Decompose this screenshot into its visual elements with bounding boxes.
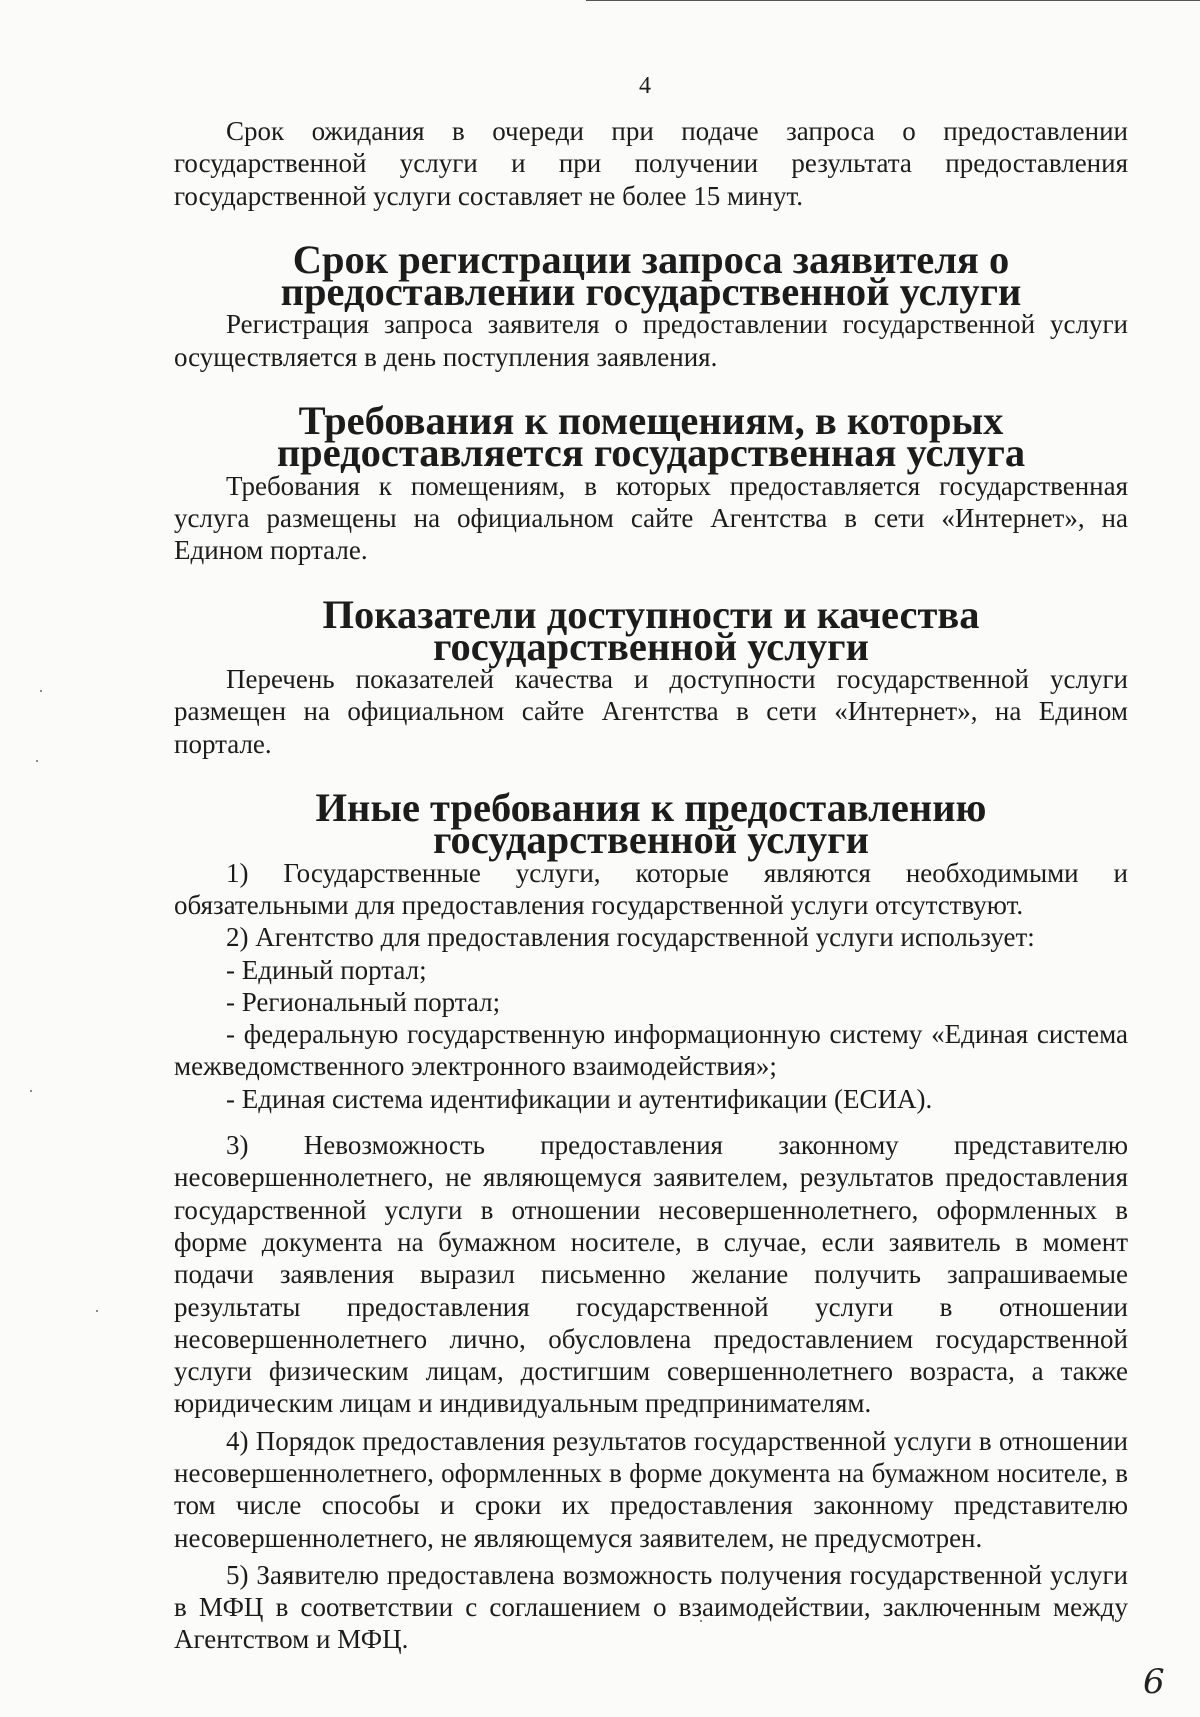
spacer [174,1115,1128,1129]
section-heading-premises: Требования к помещениям, в которых предоставляется государственная услуга [276,398,1026,476]
scan-speck [36,760,38,762]
scan-top-edge [586,0,1200,1]
section-heading-registration: Срок регистрации запроса заявителя о предоставлении государственной услуги [280,236,1022,315]
section-text-quality: Перечень показателей качества и доступности государственной услуги размещен на официальном сайте Агентства в сети «Интернет», на Едином портале. [174,664,1128,759]
other-item-3: 3) Невозможность предоставления законному представителю несовершеннолетнего, не являющемуся заявителем, результатов предоставления государственной услуги в отношении несовершеннолетнего, оформленных в форме документа на бумажном носителе, в случае, если заявитель в момент подачи заявления выразил письменно желание получить запрашиваемые результаты предоставления государственной услуги в отношении несовершеннолетнего лично, обусловлена предоставлением государственной услуги физическим лицам, достигшим совершеннолетнего возраста, а также юридическим лицам и индивидуальным предпринимателям. [174,1130,1128,1419]
scan-speck [96,1310,98,1312]
list-item: - Единая система идентификации и аутентификации (ЕСИА). [226,1083,933,1114]
other-item-2: 2) Агентство для предоставления государственной услуги использует: [226,922,1035,953]
other-item-4: 4) Порядок предоставления результатов государственной услуги в отношении несовершеннолетнего, оформленных в форме документа на бумажном носителе, в том числе способы и сроки их предоставления законному представителю несовершеннолетнего, не являющемуся заявителем, не предусмотрен. [174,1425,1128,1553]
list-item: - федеральную государственную информационную систему «Единая система межведомственного электронного взаимодействия»; [174,1019,1128,1082]
list-item: - Единый портал; [226,954,427,985]
other-item-5: 5) Заявителю предоставлена возможность получения государственной услуги в МФЦ в соответствии с соглашением о взаимодействии, заключенным между Агентством и МФЦ. [174,1559,1128,1655]
section-text-premises: Требования к помещениям, в которых предоставляется государственная услуга размещены на официальном сайте Агентства в сети «Интернет», на Едином портале. [174,470,1128,566]
scan-speck [40,690,42,692]
handwritten-sheet-number: 6 [1143,1662,1165,1702]
intro-paragraph: Срок ожидания в очереди при подаче запроса о предоставлении государственной услуги и при получении результата предоставления государственной услуги составляет не более 15 минут. [174,116,1128,211]
page-number: 4 [639,73,651,99]
section-text-registration: Регистрация запроса заявителя о предоставлении государственной услуги осуществляется в день поступления заявления. [174,309,1128,372]
section-heading-other: Иные требования к предоставлению государственной услуги [315,785,987,863]
scan-speck [30,1090,32,1092]
section-heading-quality: Показатели доступности и качества государственной услуги [322,591,980,669]
document-body [174,115,1128,1661]
other-item-1: 1) Государственные услуги, которые являются необходимыми и обязательными для предоставления государственной услуги отсутствуют. [174,857,1128,920]
list-item: - Региональный портал; [226,986,501,1017]
